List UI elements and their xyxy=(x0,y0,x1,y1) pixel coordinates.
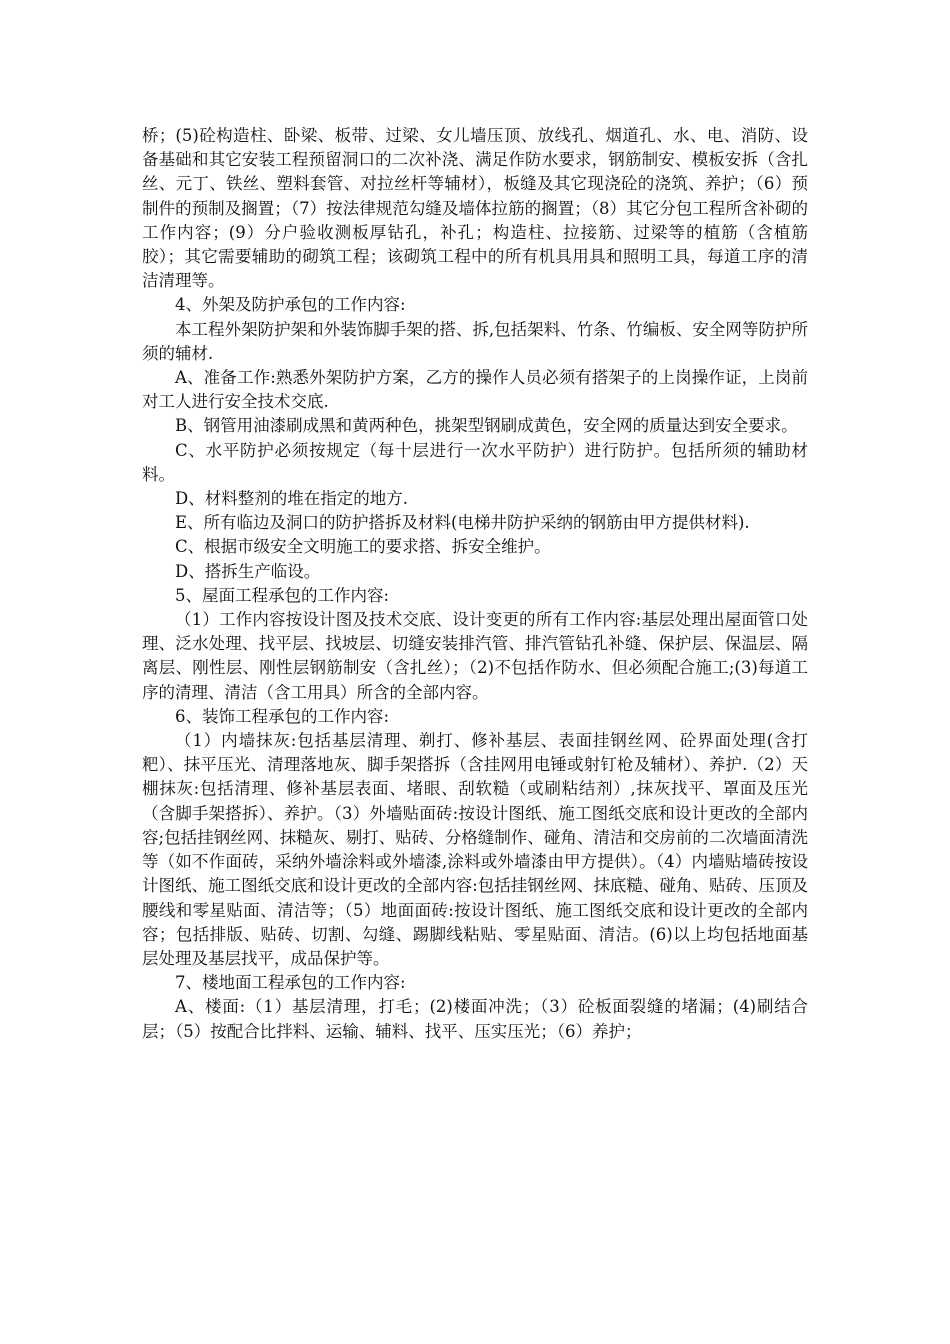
heading-scaffolding-scope: 4、外架及防护承包的工作内容: xyxy=(175,295,406,315)
paragraph-roofing-details: （1）工作内容按设计图及技术交底、设计变更的所有工作内容:基层处理出屋面管口处理、泛水处理、找平层、找坡层、切缝安装排汽管、排汽管钻孔补缝、保护层、保温层、隔离层、刚性层、刚性层钢筋制安（含扎丝）；（2)不包括作防水、但必须配合施工;(3)每道工序的清理、清洁（含工用具）所含的全部内容。 xyxy=(142,610,808,702)
paragraph-item-c-horizontal-protection: C、水平防护必须按规定（每十层进行一次水平防护）进行防护。包括所须的辅助材料。 xyxy=(142,440,808,484)
paragraph-item-d-temporary: D、搭拆生产临设。 xyxy=(175,561,321,581)
paragraph-item-a-preparation: A、准备工作:熟悉外架防护方案，乙方的操作人员必须有搭架子的上岗操作证，上岗前对工人进行安全技术交底. xyxy=(142,368,808,412)
paragraph-decoration-details: （1）内墙抹灰:包括基层清理、剃打、修补基层、表面挂钢丝网、砼界面处理(含打粑）、抹平压光、清理落地灰、脚手架搭拆（含挂网用电锤或射钉枪及辅材）、养护.（2）天棚抹灰:包括清理、修补基层表面、堵眼、刮软糙（或刷粘结剂）,抹灰找平、罩面及压光（含脚手架搭拆）、养护。（3）外墙贴面砖:按设计图纸、施工图纸交底和设计更改的全部内容;包括挂钢丝网、抹糙灰、剔打、贴砖、分格缝制作、碰角、清洁和交房前的二次墙面清洗等（如不作面砖，采纳外墙涂料或外墙漆,涂料或外墙漆由甲方提供）。（4）内墙贴墙砖按设计图纸、施工图纸交底和设计更改的全部内容:包括挂钢丝网、抹底糙、碰角、贴砖、压顶及腰线和零星贴面、清洁等；（5）地面面砖:按设计图纸、施工图纸交底和设计更改的全部内容；包括排版、贴砖、切割、勾缝、踢脚线粘贴、零星贴面、清洁。(6)以上均包括地面基层处理及基层找平，成品保护等。 xyxy=(142,731,808,968)
heading-floor-scope: 7、楼地面工程承包的工作内容: xyxy=(175,973,406,993)
heading-decoration-scope: 6、装饰工程承包的工作内容: xyxy=(175,706,390,726)
paragraph-scaffolding-intro: 本工程外架防护架和外装饰脚手架的搭、拆,包括架料、竹条、竹编板、安全网等防护所须的辅材. xyxy=(142,319,808,363)
heading-roofing-scope: 5、屋面工程承包的工作内容: xyxy=(175,585,390,605)
paragraph-item-e-edge-protection: E、所有临边及洞口的防护搭拆及材料(电梯井防护采纳的钢筋由甲方提供材料). xyxy=(175,513,750,533)
paragraph-masonry-scope-continued: 桥；(5)砼构造柱、卧梁、板带、过梁、女儿墙压顶、放线孔、烟道孔、水、电、消防、设备基础和其它安装工程预留洞口的二次补浇、满足作防水要求，钢筋制安、模板安拆（含扎丝、元丁、铁丝、塑料套管、对拉丝杆等辅材），板缝及其它现浇砼的浇筑、养护；（6）预制件的预制及搁置；（7）按法律规范勾缝及墙体拉筋的搁置；（8）其它分包工程所含补砌的工作内容；(9）分户验收测板厚钻孔，补孔；构造柱、拉接筋、过梁等的植筋（含植筋胶）；其它需要辅助的砌筑工程；该砌筑工程中的所有机具用具和照明工具，每道工序的清洁清理等。 xyxy=(142,126,808,291)
paragraph-floor-details: A、楼面:（1）基层清理，打毛；(2)楼面冲洗；（3）砼板面裂缝的堵漏；(4)刷结合层；（5）按配合比拌料、运输、辅料、找平、压实压光；（6）养护； xyxy=(142,997,808,1041)
paragraph-item-c-safety: C、根据市级安全文明施工的要求搭、拆安全维护。 xyxy=(175,537,551,557)
paragraph-item-d-materials: D、材料整剂的堆在指定的地方. xyxy=(175,489,408,509)
document-body xyxy=(142,124,808,1044)
paragraph-item-b-painting: B、钢管用油漆刷成黑和黄两种色，挑架型钢刷成黄色，安全网的质量达到安全要求。 xyxy=(175,416,798,436)
